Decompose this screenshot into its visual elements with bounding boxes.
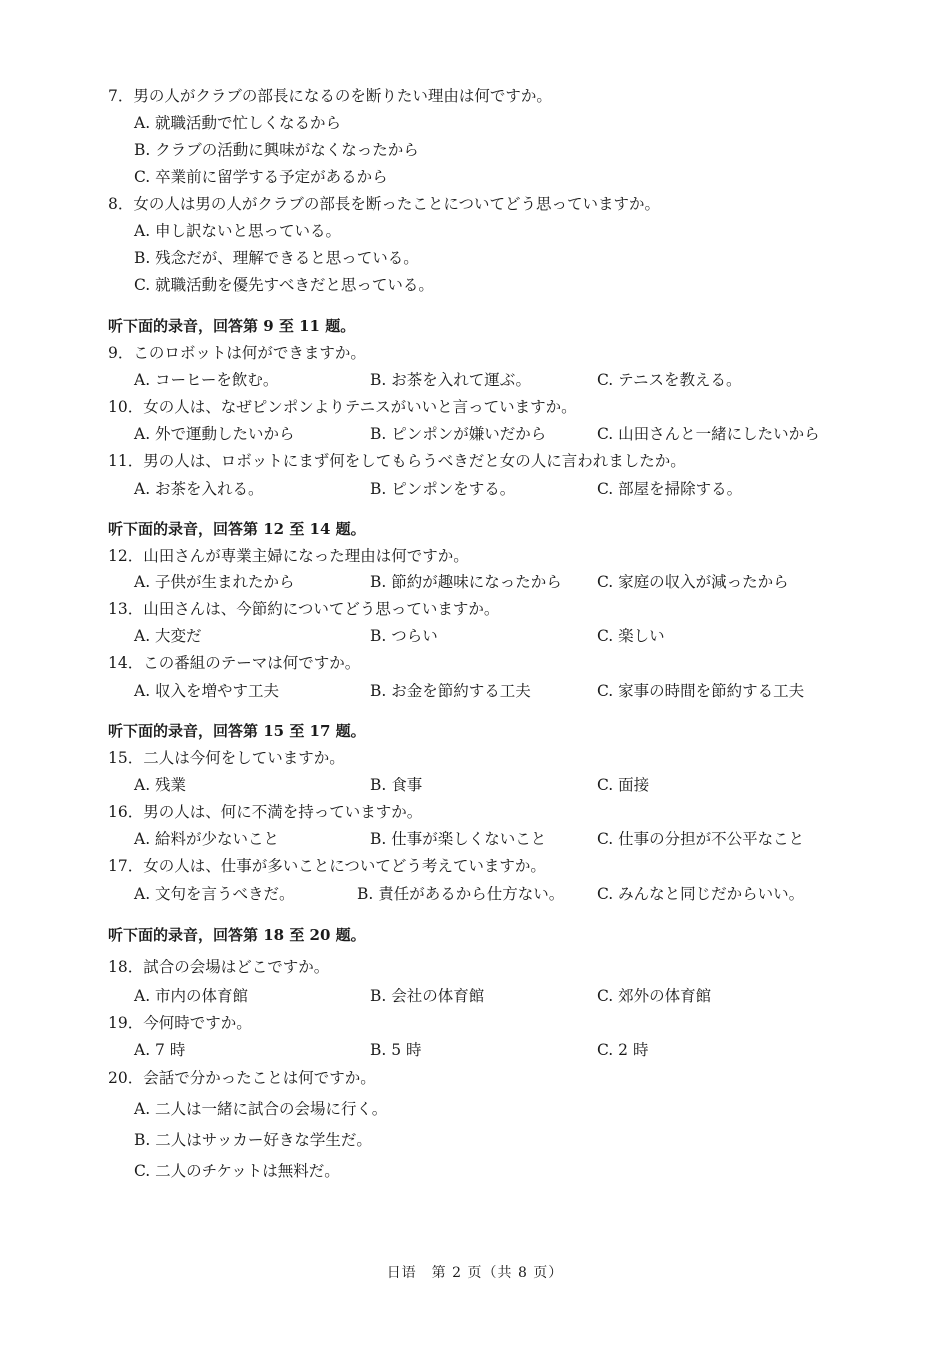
- question-16-option-a: A. 給料が少ないこと: [134, 830, 280, 848]
- question-8-option-b: B. 残念だが、理解できると思っている。: [134, 249, 419, 267]
- page-footer: 日语 第 2 页（共 8 页）: [386, 1265, 564, 1281]
- question-12-option-c: C. 家庭の収入が減ったから: [597, 573, 789, 591]
- question-11-option-a: A. お茶を入れる。: [134, 480, 264, 498]
- section-heading-18-20: 听下面的录音，回答第 18 至 20 题。: [108, 926, 366, 944]
- question-10-stem: 10．女の人は、なぜピンポンよりテニスがいいと言っていますか。: [108, 398, 577, 416]
- question-7-option-b: B. クラブの活動に興味がなくなったから: [134, 141, 419, 159]
- question-18-option-a: A. 市内の体育館: [134, 987, 249, 1005]
- question-15-stem: 15．二人は今何をしていますか。: [108, 749, 345, 767]
- question-11-option-b: B. ピンポンをする。: [370, 480, 516, 498]
- section-heading-12-14: 听下面的录音，回答第 12 至 14 题。: [108, 520, 366, 538]
- question-19-option-c: C. 2 時: [597, 1041, 649, 1059]
- question-19-stem: 19．今何時ですか。: [108, 1014, 252, 1032]
- question-17-stem: 17．女の人は、仕事が多いことについてどう考えていますか。: [108, 857, 546, 875]
- question-20-option-c: C. 二人のチケットは無料だ。: [134, 1162, 340, 1180]
- question-13-option-a: A. 大変だ: [134, 627, 202, 645]
- question-8-option-a: A. 申し訳ないと思っている。: [134, 222, 342, 240]
- question-7-option-a: A. 就職活動で忙しくなるから: [134, 114, 342, 132]
- question-14-option-b: B. お金を節約する工夫: [370, 682, 531, 700]
- question-10-option-a: A. 外で運動したいから: [134, 425, 295, 443]
- question-16-option-c: C. 仕事の分担が不公平なこと: [597, 830, 805, 848]
- question-17-option-a: A. 文句を言うべきだ。: [134, 885, 295, 903]
- question-10-option-b: B. ピンポンが嫌いだから: [370, 425, 547, 443]
- question-16-stem: 16．男の人は、何に不満を持っていますか。: [108, 803, 423, 821]
- question-18-option-c: C. 郊外の体育館: [597, 987, 712, 1005]
- question-19-option-b: B. 5 時: [370, 1041, 422, 1059]
- question-13-option-c: C. 楽しい: [597, 627, 665, 645]
- question-16-option-b: B. 仕事が楽しくないこと: [370, 830, 547, 848]
- question-14-stem: 14．この番組のテーマは何ですか。: [108, 654, 361, 672]
- section-heading-9-11: 听下面的录音，回答第 9 至 11 题。: [108, 317, 356, 335]
- question-15-option-c: C. 面接: [597, 776, 650, 794]
- question-13-stem: 13．山田さんは、今節約についてどう思っていますか。: [108, 600, 500, 618]
- question-9-option-a: A. コーヒーを飲む。: [134, 371, 279, 389]
- question-18-option-b: B. 会社の体育館: [370, 987, 485, 1005]
- question-8-stem: 8．女の人は男の人がクラブの部長を断ったことについてどう思っていますか。: [108, 195, 661, 213]
- question-9-stem: 9．このロボットは何ができますか。: [108, 344, 366, 362]
- question-20-stem: 20．会話で分かったことは何ですか。: [108, 1069, 376, 1087]
- question-12-option-a: A. 子供が生まれたから: [134, 573, 295, 591]
- question-12-stem: 12．山田さんが専業主婦になった理由は何ですか。: [108, 547, 469, 565]
- question-11-option-c: C. 部屋を掃除する。: [597, 480, 743, 498]
- question-20-option-a: A. 二人は一緒に試合の会場に行く。: [134, 1100, 388, 1118]
- question-11-stem: 11．男の人は、ロボットにまず何をしてもらうべきだと女の人に言われましたか。: [108, 452, 686, 470]
- question-15-option-b: B. 食事: [370, 776, 423, 794]
- question-19-option-a: A. 7 時: [134, 1041, 186, 1059]
- question-13-option-b: B. つらい: [370, 627, 438, 645]
- question-9-option-c: C. テニスを教える。: [597, 371, 742, 389]
- question-14-option-a: A. 収入を増やす工夫: [134, 682, 280, 700]
- question-10-option-c: C. 山田さんと一緒にしたいから: [597, 425, 820, 443]
- question-18-stem: 18．試合の会場はどこですか。: [108, 958, 330, 976]
- question-7-option-c: C. 卒業前に留学する予定があるから: [134, 168, 388, 186]
- question-20-option-b: B. 二人はサッカー好きな学生だ。: [134, 1131, 372, 1149]
- question-15-option-a: A. 残業: [134, 776, 187, 794]
- question-17-option-c: C. みんなと同じだからいい。: [597, 885, 805, 903]
- question-9-option-b: B. お茶を入れて運ぶ。: [370, 371, 532, 389]
- question-14-option-c: C. 家事の時間を節約する工夫: [597, 682, 805, 700]
- question-12-option-b: B. 節約が趣味になったから: [370, 573, 562, 591]
- question-17-option-b: B. 責任があるから仕方ない。: [357, 885, 565, 903]
- question-8-option-c: C. 就職活動を優先すべきだと思っている。: [134, 276, 434, 294]
- question-7-stem: 7．男の人がクラブの部長になるのを断りたい理由は何ですか。: [108, 87, 552, 105]
- section-heading-15-17: 听下面的录音，回答第 15 至 17 题。: [108, 722, 366, 740]
